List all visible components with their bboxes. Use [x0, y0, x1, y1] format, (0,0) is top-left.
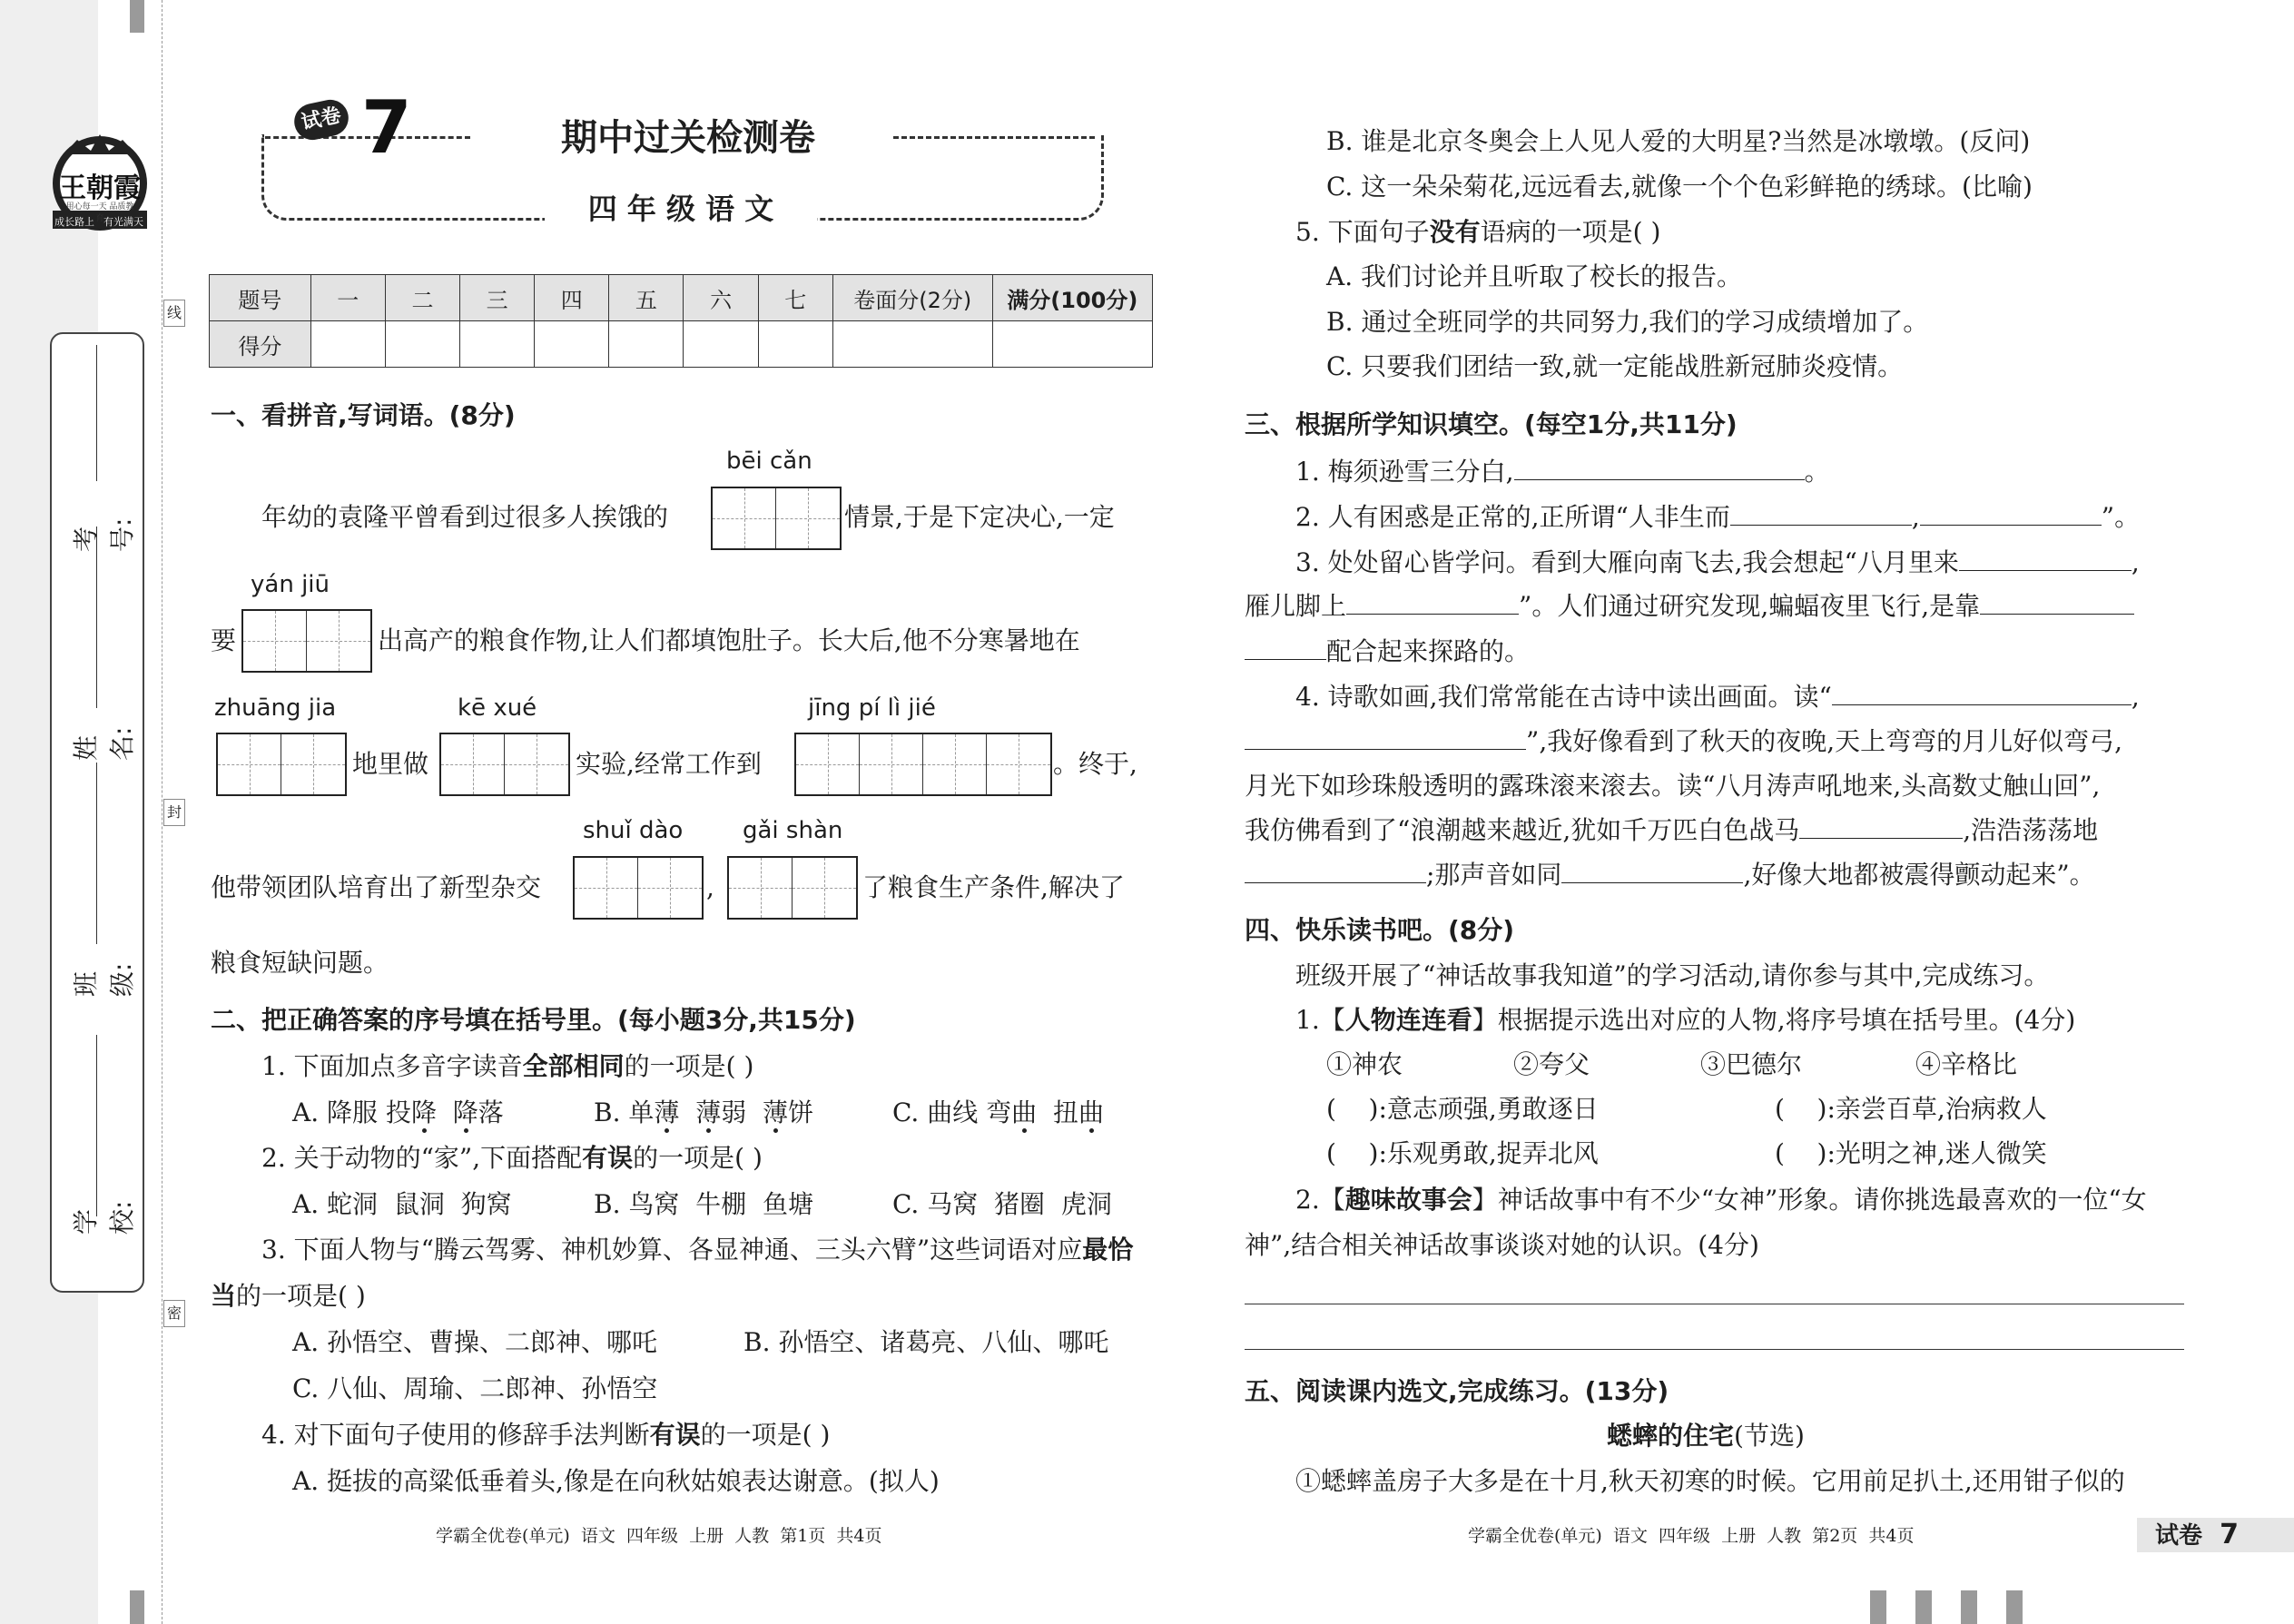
score-header-cell: 一: [310, 275, 385, 321]
score-header-cell: 六: [684, 275, 758, 321]
q2-s3-option-c[interactable]: C. 八仙、周瑜、二郎神、孙悟空: [292, 1373, 658, 1403]
pinyin-kexue: kē xué: [458, 694, 537, 722]
corner-bar: [2006, 1590, 2023, 1624]
q2-s3-option-a[interactable]: A. 孙悟空、曹操、二郎神、哪吒: [292, 1327, 658, 1357]
score-table-row: [210, 321, 1153, 368]
q2-s2-option-b[interactable]: B. 鸟窝 牛棚 鱼塘: [594, 1189, 813, 1219]
page-subtitle: 四 年 级 语 文: [545, 191, 817, 227]
match-item[interactable]: ( ):光明之神,迷人微笑: [1775, 1138, 2047, 1168]
brand-slogan-right: 有光满天: [103, 216, 143, 228]
fill-blank[interactable]: [1245, 635, 1326, 660]
q3-item4-line3: 月光下如珍珠般透明的露珠滚来滚去。读“八月涛声吼地来,头高数丈触山回”,: [1245, 771, 2101, 801]
q2-s5-option-a[interactable]: A. 我们讨论并且听取了校长的报告。: [1326, 261, 1743, 291]
q2-s2: 2. 关于动物的“家”,下面搭配有误的一项是( ): [261, 1143, 763, 1173]
q2-s1-option-b[interactable]: B. 单薄 薄弱 薄饼: [594, 1097, 814, 1127]
paper-number: 7: [361, 85, 412, 170]
q1-title: 一、看拼音,写词语。(8分): [211, 400, 516, 430]
fill-blank[interactable]: [1245, 859, 1426, 883]
brand-slogan-left: 成长路上: [54, 216, 94, 228]
q3-item3: 3. 处处留心皆学问。看到大雁向南飞去,我会想起“八月里来 ,: [1295, 547, 2140, 577]
passage-paragraph: ①蟋蟀盖房子大多是在十月,秋天初寒的时候。它用前足扒土,还用钳子似的: [1295, 1466, 2125, 1496]
q1-line1a: 年幼的袁隆平曾看到过很多人挨饿的: [261, 502, 669, 532]
corner-bar: [1870, 1590, 1886, 1624]
q4-s1: 1.【人物连连看】根据提示选出对应的人物,将序号填在括号里。(4分): [1295, 1005, 2076, 1035]
q1-line2b: 出高产的粮食作物,让人们都填饱肚子。长大后,他不分寒暑地在: [378, 625, 1080, 655]
answer-grid-shuidao[interactable]: [573, 856, 704, 920]
score-cell[interactable]: [609, 321, 684, 368]
fill-blank[interactable]: [1245, 725, 1526, 750]
fill-blank[interactable]: [1514, 456, 1805, 480]
score-header-cell: 四: [535, 275, 609, 321]
corner-bar: [1961, 1590, 1977, 1624]
pinyin-gaishan: gǎi shàn: [743, 817, 843, 844]
person-option: ②夸父: [1513, 1049, 1590, 1079]
q4-s2-cont: 神”,结合相关神话故事谈谈对她的认识。(4分): [1245, 1230, 1759, 1260]
pinyin-jingpilijie: jīng pí lì jié: [808, 694, 936, 722]
binding-mark-seal: 封: [163, 799, 185, 826]
score-header-cell: 满分(100分): [992, 275, 1152, 321]
match-item[interactable]: ( ):乐观勇敢,捉弄北风: [1326, 1138, 1599, 1168]
binding-mark-secret: 密: [163, 1300, 185, 1327]
answer-grid-gaishan[interactable]: [727, 856, 858, 920]
fill-blank[interactable]: [1561, 859, 1743, 883]
person-option: ④辛格比: [1915, 1049, 2018, 1079]
q2-s4: 4. 对下面句子使用的修辞手法判断有误的一项是( ): [261, 1420, 831, 1450]
margin-strip-top: [130, 0, 144, 33]
score-cell[interactable]: [460, 321, 535, 368]
score-cell[interactable]: [992, 321, 1152, 368]
answer-grid-zhuangjia[interactable]: [216, 733, 347, 796]
q1-line3c: 。终于,: [1053, 749, 1137, 779]
q2-title: 二、把正确答案的序号填在括号里。(每小题3分,共15分): [211, 1005, 856, 1035]
q2-s4-option-b[interactable]: B. 谁是北京冬奥会上人见人爱的大明星?当然是冰墩墩。(反问): [1326, 126, 2031, 156]
q3-item4-line2: ”,我好像看到了秋天的夜晚,天上弯弯的月儿好似弯弓,: [1245, 725, 2122, 758]
match-item[interactable]: ( ):意志顽强,勇敢逐日: [1326, 1094, 1599, 1124]
q3-title: 三、根据所学知识填空。(每空1分,共11分): [1245, 409, 1738, 439]
q3-item1: 1. 梅须逊雪三分白, 。: [1295, 457, 1830, 487]
score-header-cell: 题号: [210, 275, 311, 321]
q3-item2: 2. 人有困惑是正常的,正所谓“人非生而 , ”。: [1295, 502, 2141, 532]
pinyin-beican: bēi cǎn: [726, 448, 812, 475]
score-table: [209, 274, 1153, 368]
q2-s5-option-c[interactable]: C. 只要我们团结一致,就一定能战胜新冠肺炎疫情。: [1326, 351, 1904, 381]
q3-item3-cont: 雁儿脚上 ”。人们通过研究发现,蝙蝠夜里飞行,是靠: [1245, 590, 2134, 623]
person-option: ①神农: [1326, 1049, 1403, 1079]
pinyin-shuidao: shuǐ dào: [583, 817, 684, 844]
q2-s1: 1. 下面加点多音字读音全部相同的一项是( ): [261, 1051, 754, 1081]
score-cell[interactable]: [310, 321, 385, 368]
q2-s4-option-a[interactable]: A. 挺拔的高粱低垂着头,像是在向秋姑娘表达谢意。(拟人): [292, 1466, 940, 1496]
fill-blank[interactable]: [1920, 501, 2102, 526]
pinyin-zhuangjia: zhuāng jia: [214, 694, 337, 722]
q2-s2-option-c[interactable]: C. 马窝 猪圈 虎洞: [892, 1189, 1112, 1219]
q1-line3b: 实验,经常工作到: [576, 749, 762, 779]
q4-s2: 2.【趣味故事会】神话故事中有不少“女神”形象。请你挑选最喜欢的一位“女: [1295, 1185, 2147, 1215]
fill-blank[interactable]: [1980, 590, 2134, 615]
score-row-label: 得分: [210, 321, 311, 368]
brand-name: 王朝霞: [59, 172, 141, 204]
q1-line1b: 情景,于是下定决心,一定: [844, 502, 1115, 532]
answer-line[interactable]: [1245, 1349, 2184, 1350]
q1-line3a: 地里做: [352, 749, 429, 779]
field-class[interactable]: 班级:: [62, 763, 125, 1008]
q3-item4-line4: 我仿佛看到了“浪潮越来越近,犹如千万匹白色战马 ,浩浩荡荡地: [1245, 815, 2099, 845]
score-cell[interactable]: [385, 321, 459, 368]
q3-item3-end: 配合起来探路的。: [1245, 635, 1530, 668]
title-dash-right: [893, 136, 1095, 139]
q2-s3-option-b[interactable]: B. 孙悟空、诸葛亮、八仙、哪吒: [743, 1327, 1109, 1357]
score-cell[interactable]: [758, 321, 832, 368]
q3-item4-line5: ;那声音如同 ,好像大地都被震得颤动起来”。: [1245, 859, 2095, 891]
q2-s2-option-a[interactable]: A. 蛇洞 鼠洞 狗窝: [292, 1189, 512, 1219]
score-header-cell: 七: [758, 275, 832, 321]
person-option: ③巴德尔: [1700, 1049, 1803, 1079]
q4-title: 四、快乐读书吧。(8分): [1245, 915, 1515, 945]
passage-title: 蟋蟀的住宅(节选): [1607, 1421, 1805, 1451]
score-cell[interactable]: [535, 321, 609, 368]
field-school[interactable]: 学校:: [62, 1035, 125, 1280]
margin-strip-bottom: [130, 1590, 144, 1624]
score-table-header: [210, 275, 1153, 321]
q3-item4: 4. 诗歌如画,我们常常能在古诗中读出画面。读“ ,: [1295, 682, 2140, 712]
footer-right: 学霸全优卷(单元) 语文 四年级 上册 人教 第2页 共4页: [1468, 1526, 1915, 1546]
q1-line4a: 他带领团队培育出了新型杂交: [211, 872, 542, 902]
q2-s3: 3. 下面人物与“腾云驾雾、神机妙算、各显神通、三头六臂”这些词语对应最恰: [261, 1235, 1134, 1265]
score-header-cell: 五: [609, 275, 684, 321]
fill-blank[interactable]: [1730, 501, 1912, 526]
answer-grid-beican[interactable]: [711, 487, 842, 550]
corner-bar: [1915, 1590, 1932, 1624]
brand-subtext: 用心每一天 品质教育: [65, 202, 134, 223]
q5-title: 五、阅读课内选文,完成练习。(13分): [1245, 1376, 1669, 1406]
q4-intro: 班级开展了“神话故事我知道”的学习活动,请你参与其中,完成练习。: [1295, 960, 2050, 990]
fill-blank[interactable]: [1346, 590, 1519, 615]
score-header-cell: 三: [460, 275, 535, 321]
field-exam-number[interactable]: 考号:: [62, 345, 125, 554]
score-header-cell: 二: [385, 275, 459, 321]
score-header-cell: 卷面分(2分): [832, 275, 992, 321]
footer-left: 学霸全优卷(单元) 语文 四年级 上册 人教 第1页 共4页: [436, 1526, 882, 1546]
pinyin-yanjiu: yán jiū: [251, 571, 330, 598]
answer-grid-yanjiu[interactable]: [241, 609, 372, 673]
fill-blank[interactable]: [1832, 681, 2132, 705]
q2-s3-cont: 当的一项是( ): [211, 1281, 366, 1311]
fill-blank[interactable]: [1959, 546, 2132, 571]
q1-line2a: 要: [211, 625, 237, 655]
q1-line5: 粮食短缺问题。: [211, 948, 389, 978]
score-cell[interactable]: [684, 321, 758, 368]
score-cell[interactable]: [832, 321, 992, 368]
q1-line4c: 了粮食生产条件,解决了: [862, 872, 1125, 902]
page-title: 期中过关检测卷: [561, 117, 815, 159]
binding-mark-line: 线: [163, 300, 185, 327]
fill-blank[interactable]: [1799, 814, 1963, 839]
field-name[interactable]: 姓名:: [62, 527, 125, 763]
paper-badge: 试卷: [290, 96, 351, 143]
q2-s1-option-c[interactable]: C. 曲线 弯曲 扭曲: [892, 1097, 1104, 1127]
brand-logo: [45, 127, 154, 236]
answer-grid-kexue[interactable]: [439, 733, 570, 796]
q2-s1-option-a[interactable]: A. 降服 投降 降落: [292, 1097, 504, 1127]
q1-line4b: ,: [706, 872, 714, 902]
answer-grid-jingpilijie[interactable]: [794, 733, 1052, 796]
q2-s4-option-c[interactable]: C. 这一朵朵菊花,远远看去,就像一个个色彩鲜艳的绣球。(比喻): [1326, 172, 2033, 202]
footer-tag: 试卷 7: [2137, 1518, 2294, 1552]
q2-s5: 5. 下面句子没有语病的一项是( ): [1295, 217, 1661, 247]
q2-s5-option-b[interactable]: B. 通过全班同学的共同努力,我们的学习成绩增加了。: [1326, 307, 1929, 337]
match-item[interactable]: ( ):亲尝百草,治病救人: [1775, 1094, 2047, 1124]
